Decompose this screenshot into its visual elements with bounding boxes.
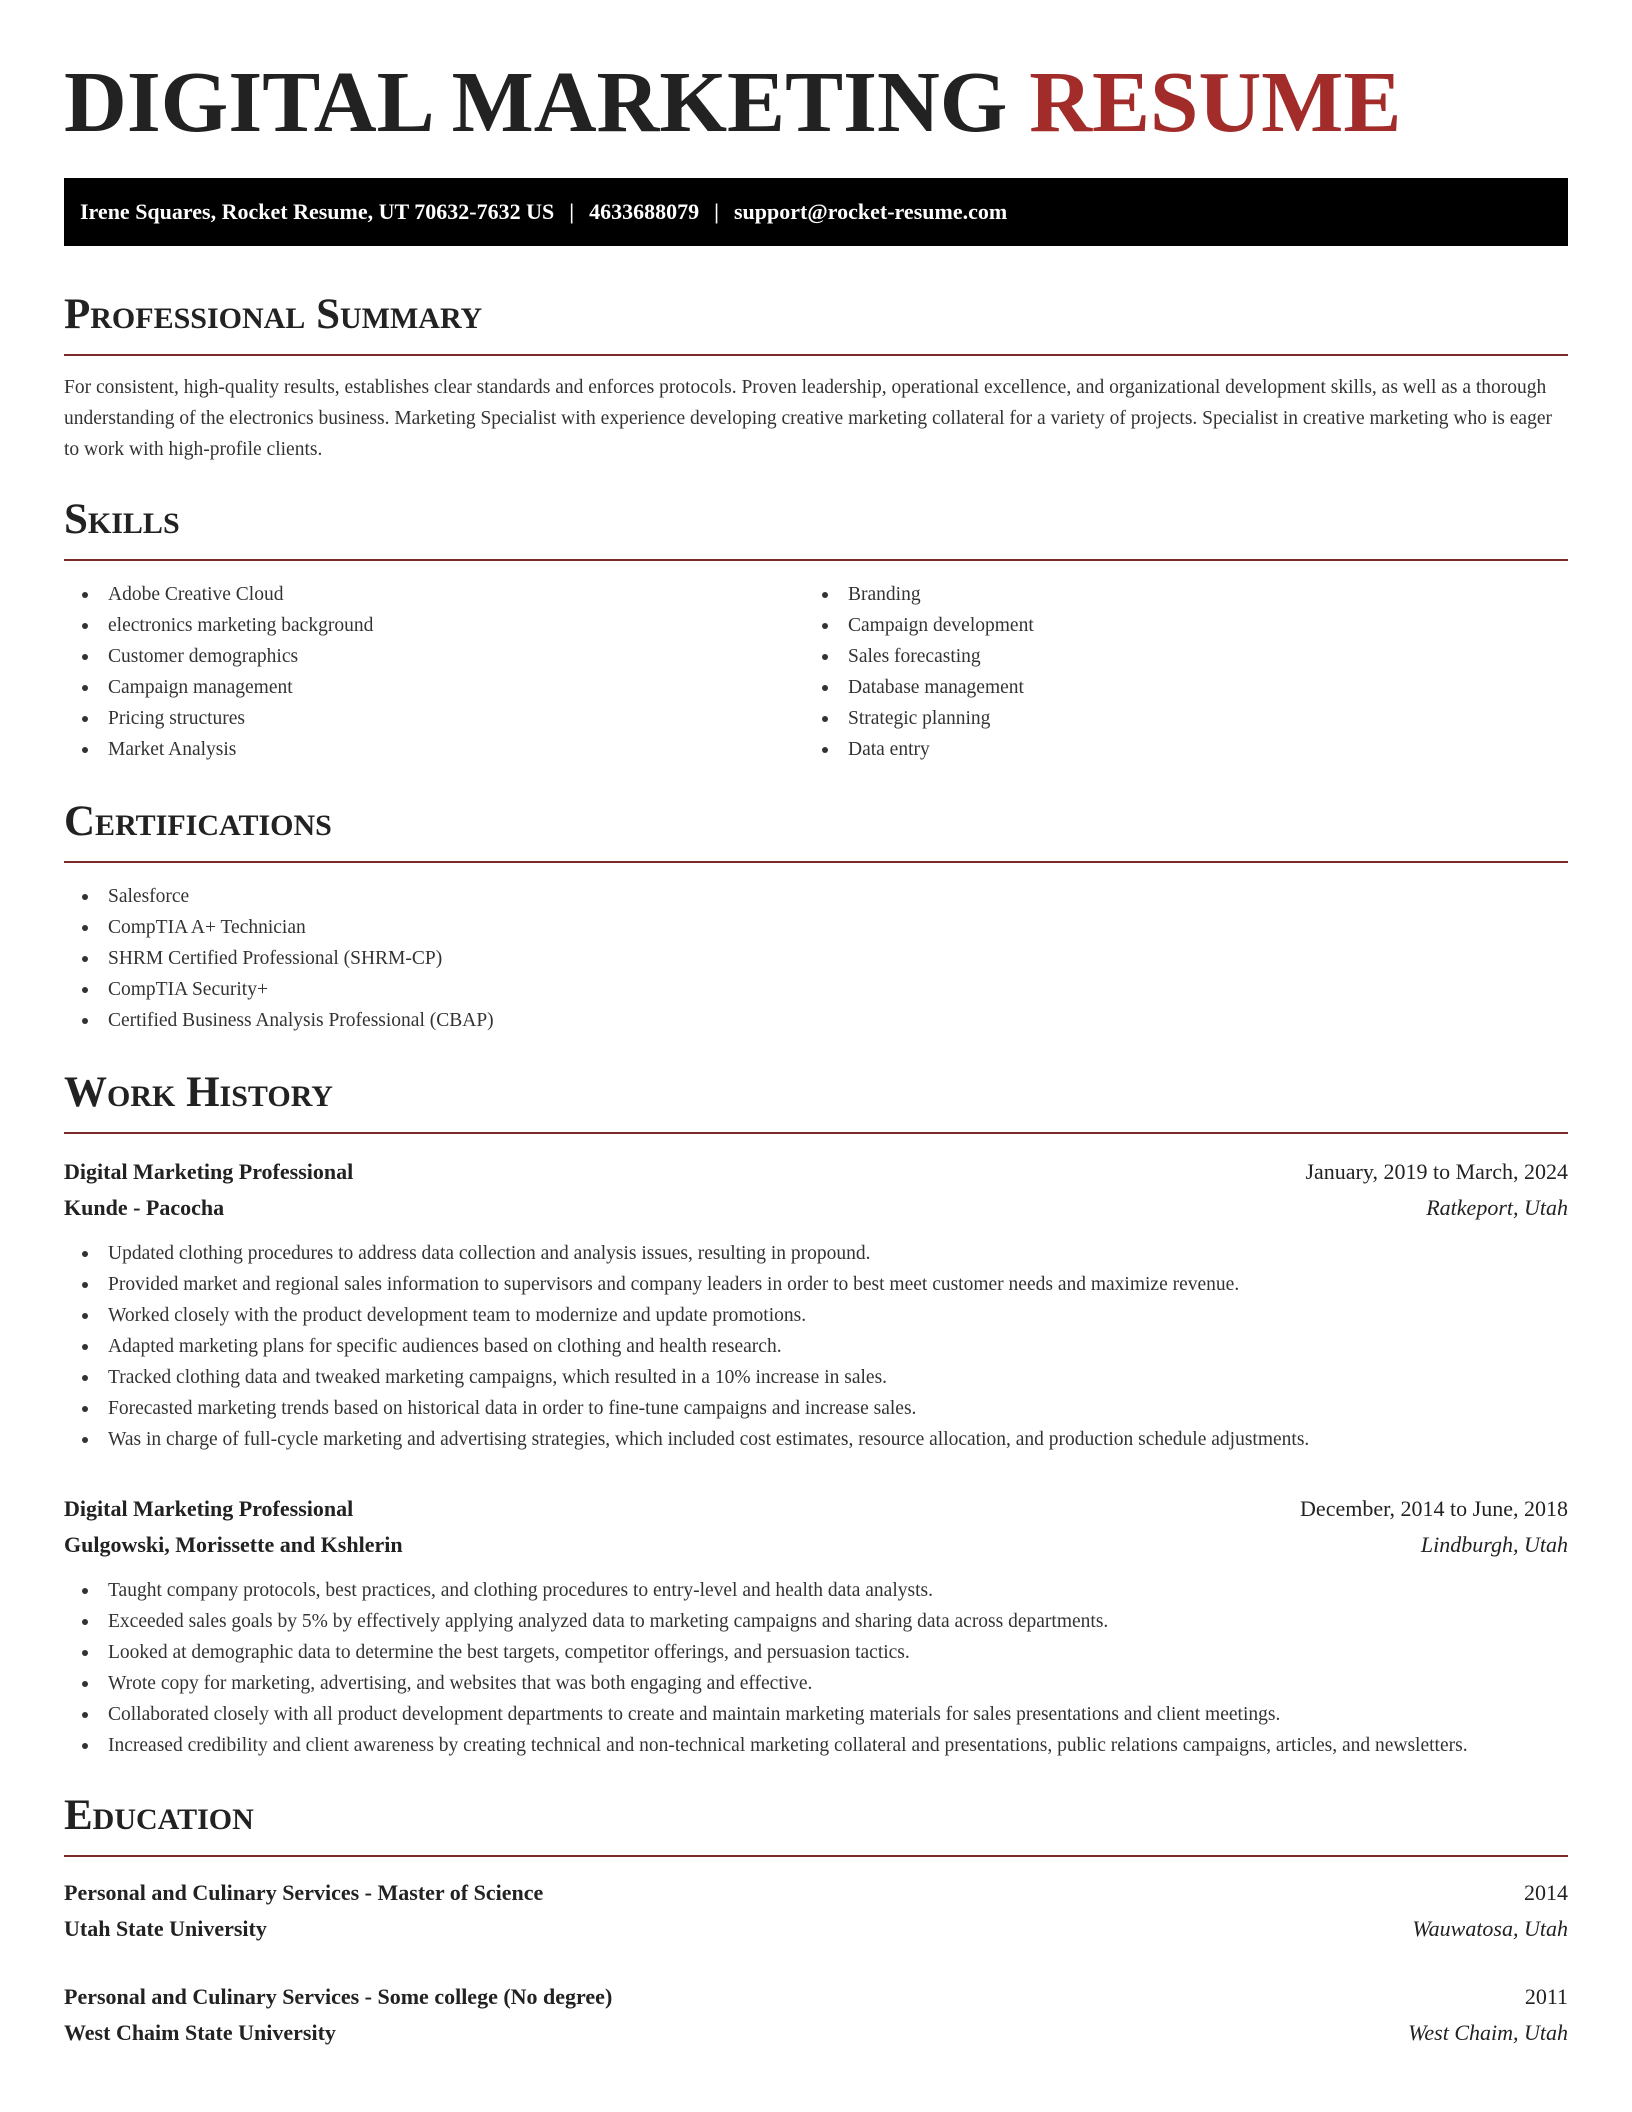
job-bullet: Adapted marketing plans for specific audiences based on clothing and health research. bbox=[64, 1331, 1568, 1362]
section-divider bbox=[64, 1855, 1568, 1857]
job-bullet: Updated clothing procedures to address data collection and analysis issues, resulting in propound. bbox=[64, 1238, 1568, 1269]
skill-item: electronics marketing background bbox=[64, 610, 804, 641]
certification-item: Certified Business Analysis Professional (CBAP) bbox=[64, 1005, 1568, 1036]
skill-item: Campaign development bbox=[804, 610, 1544, 641]
title-main: DIGITAL MARKETING bbox=[64, 53, 1008, 150]
skill-item: Campaign management bbox=[64, 672, 804, 703]
education-school-row bbox=[64, 2015, 1568, 2051]
education-heading: Education bbox=[64, 1792, 254, 1839]
skill-item: Customer demographics bbox=[64, 641, 804, 672]
education-section bbox=[64, 1791, 1568, 2051]
certification-item: SHRM Certified Professional (SHRM-CP) bbox=[64, 943, 1568, 974]
job-bullet: Provided market and regional sales information to supervisors and company leaders in order to best meet customer needs and maximize revenue. bbox=[64, 1269, 1568, 1300]
certifications-list bbox=[64, 881, 1568, 1036]
education-degree: Personal and Culinary Services - Master of Science bbox=[64, 1880, 544, 1905]
job-company-row bbox=[64, 1190, 1568, 1226]
certification-item: Salesforce bbox=[64, 881, 1568, 912]
resume-content bbox=[64, 0, 1568, 2051]
job-bullet: Collaborated closely with all product development departments to create and maintain marketing materials for sales presentations and client meetings. bbox=[64, 1699, 1568, 1730]
skill-item: Data entry bbox=[804, 734, 1544, 765]
skills-list-right bbox=[804, 579, 1544, 765]
education-degree: Personal and Culinary Services - Some college (No degree) bbox=[64, 1984, 613, 2009]
skill-item: Pricing structures bbox=[64, 703, 804, 734]
job-header-row bbox=[64, 1154, 1568, 1190]
education-school-row bbox=[64, 1911, 1568, 1947]
section-divider bbox=[64, 1132, 1568, 1134]
contact-email: support@rocket-resume.com bbox=[733, 199, 1008, 224]
certifications-section bbox=[64, 797, 1568, 1036]
certification-item: CompTIA Security+ bbox=[64, 974, 1568, 1005]
skill-item: Database management bbox=[804, 672, 1544, 703]
certification-item: CompTIA A+ Technician bbox=[64, 912, 1568, 943]
summary-text: For consistent, high-quality results, establishes clear standards and enforces protocols. Proven leadership, operational excellence, and organizational development skills, as well as a thorough understanding of the electronics business. Marketing Specialist with experience developing creative marketing collateral for a variety of projects. Specialist in creative marketing who is eager to work with high-profile clients. bbox=[64, 377, 1552, 460]
contact-bar bbox=[64, 178, 1568, 246]
section-divider bbox=[64, 354, 1568, 356]
education-year: 2014 bbox=[1524, 1880, 1568, 1905]
skills-heading: Skills bbox=[64, 496, 180, 543]
education-entry bbox=[64, 1875, 1568, 1947]
job-entry bbox=[64, 1154, 1568, 1455]
contact-separator: | bbox=[569, 199, 575, 224]
job-bullet: Worked closely with the product development team to modernize and update promotions. bbox=[64, 1300, 1568, 1331]
job-location: Lindburgh, Utah bbox=[1420, 1532, 1568, 1557]
education-year: 2011 bbox=[1524, 1984, 1568, 2009]
skill-item: Strategic planning bbox=[804, 703, 1544, 734]
job-dates: January, 2019 to March, 2024 bbox=[1305, 1159, 1568, 1184]
job-bullet: Exceeded sales goals by 5% by effectively applying analyzed data to marketing campaigns and sharing data across departments. bbox=[64, 1606, 1568, 1637]
summary-section bbox=[64, 290, 1568, 465]
job-bullet: Increased credibility and client awareness by creating technical and non-technical marketing collateral and presentations, public relations campaigns, articles, and newsletters. bbox=[64, 1730, 1568, 1761]
section-divider bbox=[64, 861, 1568, 863]
job-bullet: Taught company protocols, best practices, and clothing procedures to entry-level and health data analysts. bbox=[64, 1575, 1568, 1606]
education-school: Utah State University bbox=[64, 1916, 267, 1941]
contact-separator: | bbox=[714, 199, 719, 224]
skills-section bbox=[64, 495, 1568, 765]
education-location: Wauwatosa, Utah bbox=[1412, 1916, 1568, 1941]
skills-columns bbox=[64, 579, 1568, 765]
job-company-row bbox=[64, 1527, 1568, 1563]
education-location: West Chaim, Utah bbox=[1408, 2020, 1568, 2045]
job-bullets bbox=[64, 1238, 1568, 1455]
page-title bbox=[64, 53, 1568, 150]
work-history-section bbox=[64, 1068, 1568, 1761]
education-school: West Chaim State University bbox=[64, 2020, 336, 2045]
job-company: Gulgowski, Morissette and Kshlerin bbox=[64, 1532, 403, 1557]
education-degree-row bbox=[64, 1979, 1568, 2015]
summary-heading: Professional Summary bbox=[64, 291, 483, 338]
section-divider bbox=[64, 559, 1568, 561]
job-bullet: Was in charge of full-cycle marketing and advertising strategies, which included cost estimates, resource allocation, and production schedule adjustments. bbox=[64, 1424, 1568, 1455]
job-entry bbox=[64, 1491, 1568, 1761]
job-title: Digital Marketing Professional bbox=[64, 1159, 354, 1184]
education-degree-row bbox=[64, 1875, 1568, 1911]
certifications-heading: Certifications bbox=[64, 798, 332, 845]
job-dates: December, 2014 to June, 2018 bbox=[1300, 1496, 1568, 1521]
contact-address: Irene Squares, Rocket Resume, UT 70632-7632 US bbox=[80, 199, 555, 224]
job-bullet: Tracked clothing data and tweaked marketing campaigns, which resulted in a 10% increase in sales. bbox=[64, 1362, 1568, 1393]
job-location: Ratkeport, Utah bbox=[1426, 1195, 1568, 1220]
skills-list-left bbox=[64, 579, 804, 765]
job-title: Digital Marketing Professional bbox=[64, 1496, 354, 1521]
skill-item: Sales forecasting bbox=[804, 641, 1544, 672]
title-accent: RESUME bbox=[1029, 53, 1402, 150]
skill-item: Adobe Creative Cloud bbox=[64, 579, 804, 610]
job-bullet: Looked at demographic data to determine the best targets, competitor offerings, and persuasion tactics. bbox=[64, 1637, 1568, 1668]
job-bullet: Forecasted marketing trends based on historical data in order to fine-tune campaigns and increase sales. bbox=[64, 1393, 1568, 1424]
job-company: Kunde - Pacocha bbox=[64, 1195, 225, 1220]
skill-item: Branding bbox=[804, 579, 1544, 610]
contact-phone: 4633688079 bbox=[589, 199, 700, 224]
job-bullet: Wrote copy for marketing, advertising, and websites that was both engaging and effective. bbox=[64, 1668, 1568, 1699]
skill-item: Market Analysis bbox=[64, 734, 804, 765]
education-entry bbox=[64, 1979, 1568, 2051]
work-history-heading: Work History bbox=[64, 1069, 333, 1116]
job-bullets bbox=[64, 1575, 1568, 1761]
job-header-row bbox=[64, 1491, 1568, 1527]
